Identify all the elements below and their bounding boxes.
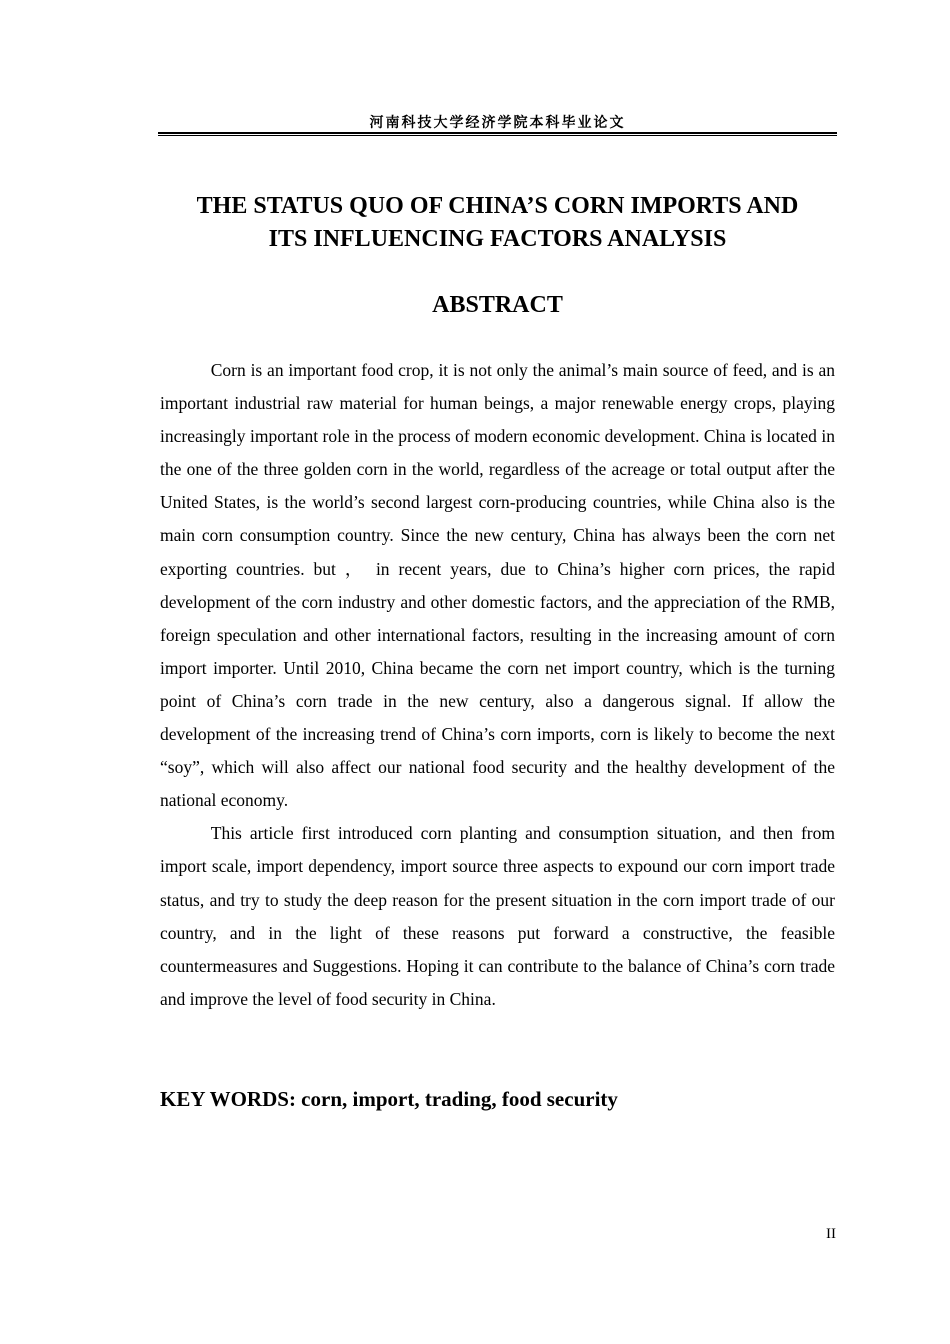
abstract-paragraph-1: Corn is an important food crop, it is not only the animal’s main source of feed, and is an important industrial raw material for human beings, a major renewable energy crops, playing increasingly important role in the process of modern economic development. China is located in the one of the three golden corn in the world, regardless of the acreage or total output after the United States, is the world’s second largest corn-producing countries, while China also is the main corn consumption country. Since the new century, China has always been the corn net exporting countries. but ， in recent years, due to China’s higher corn prices, the rapid development of the corn industry and other domestic factors, and the appreciation of the RMB, foreign speculation and other international factors, resulting in the increasing amount of corn import importer. Until 2010, China became the corn net import country, which is the turning point of China’s corn trade in the new century, also a dangerous signal. If allow the development of the increasing trend of China’s corn imports, corn is likely to become the next “soy”, which will also affect our national food security and the healthy development of the national economy.	[160, 360, 835, 811]
page-header: 河南科技大学经济学院本科毕业论文	[369, 115, 626, 131]
abstract-body	[160, 354, 835, 1016]
abstract-heading: ABSTRACT	[432, 292, 563, 318]
document-title	[158, 190, 837, 256]
abstract-paragraph-2: This article first introduced corn planting and consumption situation, and then from import scale, import dependency, import source three aspects to expound our corn import trade status, and try to study the deep reason for the present situation in the corn import trade of our country, and in the light of these reasons put forward a constructive, the feasible countermeasures and Suggestions. Hoping it can contribute to the balance of China’s corn trade and improve the level of food security in China.	[160, 823, 835, 1009]
title-line-1: THE STATUS QUO OF CHINA’S CORN IMPORTS AND	[196, 193, 799, 219]
title-line-2: ITS INFLUENCING FACTORS ANALYSIS	[268, 226, 727, 252]
keywords: KEY WORDS: corn, import, trading, food security	[160, 1087, 618, 1111]
header-rule	[158, 132, 837, 136]
page-number: II	[826, 1226, 836, 1242]
